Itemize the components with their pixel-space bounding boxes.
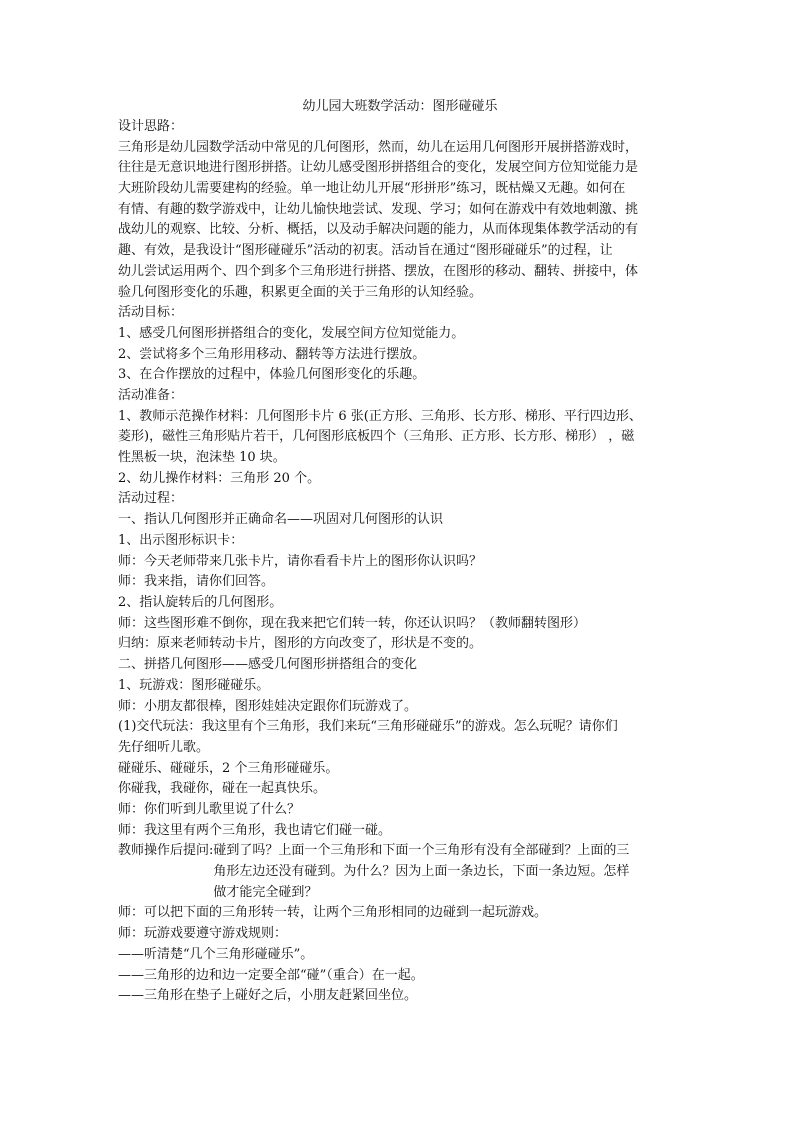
- design-paragraph: [118, 138, 682, 304]
- document-title: 幼儿园大班数学活动：图形碰碰乐: [302, 99, 498, 114]
- design-line: 大班阶段幼儿需要建构的经验。单一地让幼儿开展“形拼形”练习，既枯燥又无趣。如何在: [118, 181, 626, 197]
- process-line: 归纳：原来老师转动卡片，图形的方向改变了，形状是不变的。: [118, 636, 483, 652]
- goal-item: 1、感受几何图形拼搭组合的变化，发展空间方位知觉能力。: [118, 325, 465, 341]
- teacher-question-line: 做才能完全碰到？: [213, 884, 318, 900]
- rule-item: ——三角形的边和边一定要全部“碰”（重合）在一起。: [118, 967, 424, 983]
- goals-heading: 活动目标：: [118, 305, 184, 321]
- process-line: 一、指认几何图形并正确命名——巩固对几何图形的认识: [118, 512, 444, 528]
- process-line: 1、玩游戏：图形碰碰乐。: [118, 677, 270, 693]
- process-line: 师：你们听到儿歌里说了什么？: [118, 802, 301, 817]
- teacher-question-line: 角形左边还没有碰到。为什么？因为上面一条边长，下面一条边短。怎样: [213, 864, 630, 880]
- rule-item: ——三角形在垫子上碰好之后，小朋友赶紧回坐位。: [118, 988, 418, 1004]
- process-line: 碰碰乐、碰碰乐，2 个三角形碰碰乐。: [118, 760, 339, 776]
- document-page: [118, 97, 682, 1007]
- design-line: 往往是无意识地进行图形拼搭。让幼儿感受图形拼搭组合的变化，发展空间方位知觉能力是: [118, 160, 639, 176]
- process-line: 师：这些图形难不倒你，现在我来把它们转一转，你还认识吗？（教师翻转图形）: [118, 615, 587, 631]
- design-line: 幼儿尝试运用两个、四个到多个三角形进行拼搭、摆放，在图形的移动、翻转、拼接中，体: [118, 263, 639, 279]
- play-line: (1)交代玩法：我这里有个三角形，我们来玩“三角形碰碰乐”的游戏。怎么玩呢？请你们: [118, 719, 618, 735]
- process-line: 你碰我，我碰你，碰在一起真快乐。: [118, 781, 327, 797]
- goal-item: 3、在合作摆放的过程中，体验几何图形变化的乐趣。: [118, 367, 426, 383]
- design-line: 战幼儿的观察、比较、分析、概括，以及动手解决问题的能力，从而体现集体教学活动的有: [118, 222, 639, 238]
- design-line: 趣、有效，是我设计“图形碰碰乐”活动的初衷。活动旨在通过“图形碰碰乐”的过程，让: [118, 243, 613, 259]
- prep-item-1: [118, 407, 682, 469]
- rule-item: ——听清楚“几个三角形碰碰乐”。: [118, 946, 314, 962]
- process-line: 2、指认旋转后的几何图形。: [118, 595, 283, 610]
- prep-heading: 活动准备：: [118, 388, 184, 404]
- teacher-question-body: [213, 841, 682, 903]
- design-line: 三角形是幼儿园数学活动中常见的几何图形，然而，幼儿在运用几何图形开展拼搭游戏时，: [118, 139, 639, 155]
- design-line: 验几何图形变化的乐趣，积累更全面的关于三角形的认知经验。: [118, 284, 483, 300]
- process-line: 师：可以把下面的三角形转一转，让两个三角形相同的边碰到一起玩游戏。: [118, 905, 548, 921]
- teacher-question-lead: 教师操作后提问:: [118, 843, 214, 859]
- prep-line: 1、教师示范操作材料：几何图形卡片 6 张(正方形、三角形、长方形、梯形、平行四边形、: [118, 408, 642, 424]
- process-line: 师：玩游戏要遵守游戏规则：: [118, 926, 288, 942]
- process-line: 师：我这里有两个三角形，我也请它们碰一碰。: [118, 822, 392, 838]
- design-line: 有情、有趣的数学游戏中，让幼儿愉快地尝试、发现、学习；如何在游戏中有效地刺激、挑: [118, 201, 639, 217]
- process-line: 师：今天老师带来几张卡片，请你看看卡片上的图形你认识吗？: [118, 553, 483, 569]
- teacher-question-line: 碰到了吗？上面一个三角形和下面一个三角形有没有全部碰到？上面的三: [213, 843, 630, 859]
- prep-item-2: 2、幼儿操作材料：三角形 20 个。: [118, 470, 321, 486]
- play-instructions: [118, 717, 682, 758]
- process-line: 师：小朋友都很棒，图形娃娃决定跟你们玩游戏了。: [118, 698, 418, 714]
- process-line: 二、拼搭几何图形——感受几何图形拼搭组合的变化: [118, 657, 418, 673]
- prep-line: 性黑板一块，泡沫垫 10 块。: [118, 450, 286, 466]
- process-heading: 活动过程：: [118, 491, 184, 507]
- design-heading: 设计思路：: [118, 119, 184, 134]
- teacher-question-block: [118, 841, 682, 903]
- goal-item: 2、尝试将多个三角形用移动、翻转等方法进行摆放。: [118, 346, 426, 362]
- prep-line: 菱形)，磁性三角形贴片若干，几何图形底板四个（三角形、正方形、长方形、梯形） ，磁: [118, 429, 635, 445]
- process-line: 1、出示图形标识卡：: [118, 532, 244, 548]
- process-line: 师：我来指，请你们回答。: [118, 574, 275, 590]
- play-line: 先仔细听儿歌。: [118, 739, 210, 755]
